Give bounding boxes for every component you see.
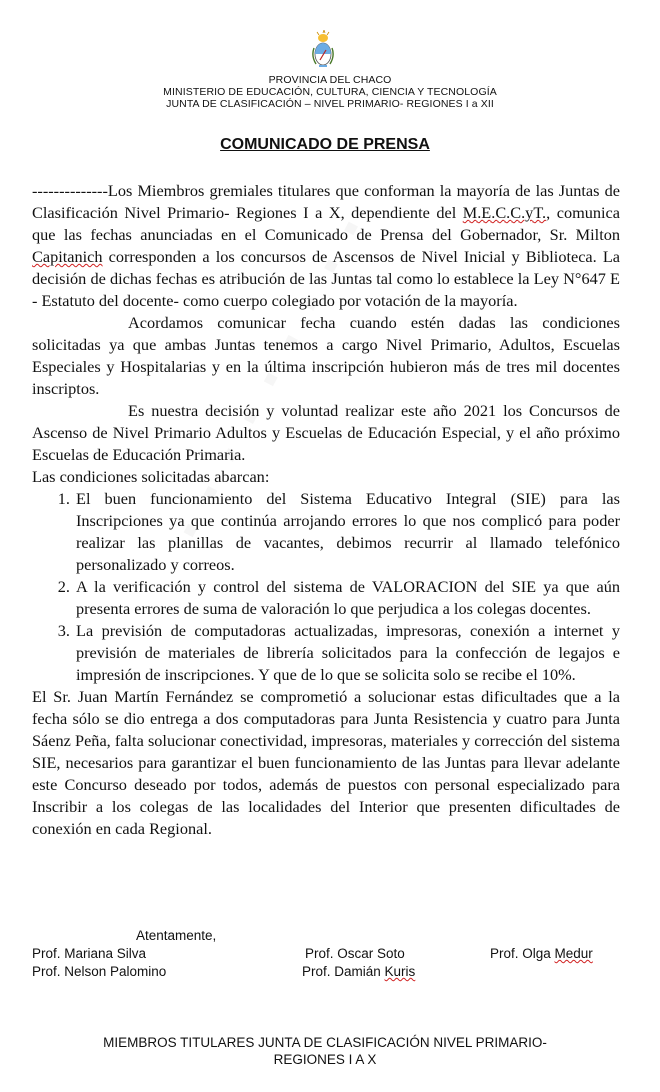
paragraph-4: El Sr. Juan Martín Fernández se comprometió a solucionar estas dificultades que a la fecha sólo se dio entrega a dos computadoras para Junta Resistencia y cuatro para Junta Sáenz Peña, falta solucionar conectividad, impresoras, materiales y corrección del sistema SIE, necesarios para garantizar el buen funcionamiento de las Juntas para llevar adelante este Concurso deseado por todos, además de puestos con personal especializado para Inscribir a los colegas de las localidades del Interior que presenten dificultades de conexión en cada Regional.: [32, 687, 620, 838]
header-junta: JUNTA DE CLASIFICACIÓN – NIVEL PRIMARIO- REGIONES I a XII: [166, 98, 494, 110]
header-ministry: MINISTERIO DE EDUCACIÓN, CULTURA, CIENCIA Y TECNOLOGÍA: [163, 86, 497, 98]
signatory-soto: Prof. Oscar Soto: [305, 946, 405, 961]
footer-line-2: REGIONES I A X: [273, 1052, 377, 1067]
footer-line-1: MIEMBROS TITULARES JUNTA DE CLASIFICACIÓN NIVEL PRIMARIO-: [103, 1035, 547, 1050]
list-item: 1. El buen funcionamiento del Sistema Educativo Integral (SIE) para las Inscripciones ya que continúa arrojando errores lo que nos complicó para poder realizar las planillas de vacantes, debimos recurrir al llamado telefónico personalizado y correos.: [74, 488, 620, 576]
conditions-list: [32, 488, 620, 686]
coat-of-arms-icon: [311, 30, 335, 70]
signatory-kuris-surname: Kuris: [384, 964, 416, 979]
signatory-medur: [490, 946, 593, 962]
header-province: PROVINCIA DEL CHACO: [268, 74, 392, 86]
signatory-silva: Prof. Mariana Silva: [32, 946, 147, 961]
closing-salutation: Atentamente,: [136, 928, 217, 943]
capitanich-name: Capitanich: [32, 247, 103, 266]
dash-leader: --------------: [32, 181, 108, 200]
paragraph-3: Es nuestra decisión y voluntad realizar este año 2021 los Concursos de Ascenso de Nivel Primario Adultos y Escuelas de Educación Especial, y el año próximo Escuelas de Educación Primaria.: [32, 401, 620, 464]
paragraph-2: Acordamos comunicar fecha cuando estén dadas las condiciones solicitadas ya que ambas Juntas tenemos a cargo Nivel Primario, Adultos, Escuelas Especiales y Hospitalarias y en la última inscripción hubieron más de tres mil docentes inscriptos.: [32, 313, 620, 398]
conditions-intro: Las condiciones solicitadas abarcan:: [32, 467, 270, 486]
page-title: COMUNICADO DE PRENSA: [220, 136, 430, 153]
signatory-palomino: Prof. Nelson Palomino: [32, 964, 167, 979]
paragraph-1-text-b: , comunica que las fechas anunciadas en el Comunicado de Prensa del Gobernador, Sr. Milton: [32, 203, 621, 244]
footer-signature-block: [0, 1034, 650, 1068]
meccyt-acronym: M.E.C.C.yT.: [462, 203, 547, 222]
signatory-medur-prefix: Prof. Olga: [490, 946, 555, 961]
document-body: [32, 180, 620, 840]
signatory-medur-surname: Medur: [554, 946, 593, 961]
paragraph-1-text-c: corresponden a los concursos de Ascensos de Nivel Inicial y Biblioteca. La decisión de dichas fechas es atribución de las Juntas tal como lo establece la Ley N°647 E - Estatuto del docente- como cuerpo colegiado por votación de la mayoría.: [32, 247, 620, 310]
list-item: 2. A la verificación y control del sistema de VALORACION del SIE ya que aún presenta errores de suma de valoración lo que perjudica a los colegas docentes.: [74, 576, 620, 620]
list-item: 3. La previsión de computadoras actualizadas, impresoras, conexión a internet y previsión de materiales de librería solicitados para la confección de legajos e impresión de inscripciones. Y que de lo que se solicita solo se recibe el 10%.: [74, 620, 620, 686]
signatory-kuris: [302, 964, 415, 980]
paragraph-1: [32, 180, 620, 312]
signatory-kuris-prefix: Prof. Damián: [302, 964, 385, 979]
paragraph-1-text-a: Los Miembros gremiales titulares que conforman la mayoría de las Juntas de Clasificación Nivel Primario- Regiones I a X, dependiente del: [32, 181, 620, 222]
